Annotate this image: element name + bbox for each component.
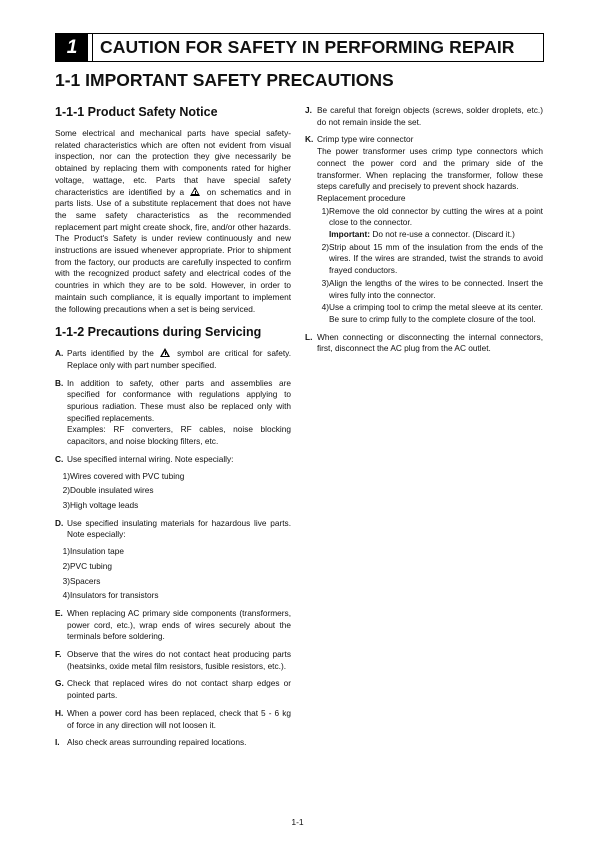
precaution-a: A. Parts identified by the symbol are critical for safety. Replace only with part number specified. xyxy=(55,348,291,370)
product-safety-paragraph: Some electrical and mechanical parts have special safety-related characteristics which are often not evident from visual inspection, nor can the protection they give necessarily be obtained by replacing them with components rated for higher voltage, wattage, etc. Parts that have special safety characteristics are identified by a on schematics and in parts lists. Use of a substitute replacement that does not have the same safety characteristics as the recommended replacement part might create shock, fire, and/or other hazards. The Product's Safety is under review continuously and new instructions are issued whenever appropriate. Prior to shipment from the factory, our products are carefully inspected to confirm with the recognized product safety and electrical codes of the countries in which they are to be sold. However, in order to maintain such compliance, it is equally important to implement the following precautions when a set is being serviced. xyxy=(55,128,291,314)
section-title: 1-1 IMPORTANT SAFETY PRECAUTIONS xyxy=(55,70,394,90)
precaution-f: F. Observe that the wires do not contact heat producing parts (heatsinks, oxide metal film resistors, fusible resistors, etc.). xyxy=(55,649,291,671)
procedure-step: 4) Use a crimping tool to crimp the metal sleeve at its center. Be sure to crimp fully to the complete closure of the tool. xyxy=(321,302,543,324)
list-item: 3) Spacers xyxy=(62,575,101,586)
right-column xyxy=(305,105,543,355)
chapter-header xyxy=(55,33,544,62)
warning-triangle-icon xyxy=(160,348,170,357)
list-item: 1) Wires covered with PVC tubing xyxy=(62,470,185,481)
precaution-i: I. Also check areas surrounding repaired locations. xyxy=(55,737,247,748)
precaution-g: G. Check that replaced wires do not contact sharp edges or pointed parts. xyxy=(55,678,291,701)
list-item: 2) Double insulated wires xyxy=(62,485,154,496)
warning-triangle-icon xyxy=(190,187,200,196)
precaution-j: J. Be careful that foreign objects (screws, solder droplets, etc.) do not remain inside the set. xyxy=(305,105,543,127)
subsection-title-precautions: 1-1-2 Precautions during Servicing xyxy=(55,325,262,340)
page-number: 1-1 xyxy=(291,817,304,827)
procedure-step: 1) Remove the old connector by cutting the wires at a point close to the connector. Important: Do not re-use a connector. (Discard it.) xyxy=(321,205,543,240)
left-column xyxy=(55,105,291,749)
precaution-l: L. When connecting or disconnecting the internal connectors, first, disconnect the AC plug from the AC outlet. xyxy=(305,331,543,354)
precaution-c: C. Use specified internal wiring. Note especially: xyxy=(55,453,234,464)
important-label: Important: xyxy=(329,229,371,240)
important-text: Do not re-use a connector. (Discard it.) xyxy=(372,229,515,240)
list-item: 1) Insulation tape xyxy=(62,546,124,557)
precaution-b: B. In addition to safety, other parts and assemblies are specified for conformance with regulations applying to spurious radiation. These must also be replaced only with specified replacements. Examples: RF converters, RF cables, noise blocking capacitors, and noise blocking filters, etc. xyxy=(55,377,291,447)
list-item: 2) PVC tubing xyxy=(62,560,112,571)
wiring-list xyxy=(55,471,291,512)
list-item: 4) Insulators for transistors xyxy=(62,590,159,601)
list-item: 3) High voltage leads xyxy=(62,499,139,510)
chapter-title: CAUTION FOR SAFETY IN PERFORMING REPAIR xyxy=(100,37,515,57)
crimp-connector-title: Crimp type wire connector xyxy=(317,134,414,145)
precaution-k: K. Crimp type wire connector The power transformer uses crimp type connectors which connect the power cord and the primary side of the transformer. When replacing the transformer, follow these steps carefully and precisely to prevent shock hazards. Replacement procedure 1) Remove the old connector by cutting the wires at a point close to the connector. Important: Do not re-use a connector. (Discard it.) 2) Strip about 15 mm of the insulation from the ends of the wires. If the wires are stranded, twist the strands to avoid frayed conductors. 3) Align the lengths of the wires to be connected. Insert the wires fully into the connector. 4) Use a crimping tool to crimp the metal sleeve at its center. Be sure to crimp fully to the complete closure of the tool. xyxy=(305,134,543,324)
procedure-step: 2) Strip about 15 mm of the insulation from the ends of the wires. If the wires are stranded, twist the strands to avoid frayed conductors. xyxy=(321,241,543,276)
precaution-d: D. Use specified insulating materials for hazardous live parts. Note especially: xyxy=(55,517,291,540)
subsection-title-product-safety: 1-1-1 Product Safety Notice xyxy=(55,105,218,119)
precaution-h: H. When a power cord has been replaced, check that 5 - 6 kg of force in any direction will not loosen it. xyxy=(55,707,291,730)
chapter-number: 1 xyxy=(56,34,88,61)
crimp-connector-text: The power transformer uses crimp type connectors which connect the power cord and the primary side of the transformer. When replacing the transformer, follow these steps carefully and precisely to prevent shock hazards. xyxy=(317,146,543,192)
insulating-list xyxy=(55,546,291,602)
precaution-e: E. When replacing AC primary side components (transformers, power cord, etc.), wrap ends of wires securely about the terminals before soldering. xyxy=(55,607,291,642)
procedure-step: 3) Align the lengths of the wires to be connected. Insert the wires fully into the connector. xyxy=(321,277,543,300)
replacement-procedure-label: Replacement procedure xyxy=(317,192,406,203)
